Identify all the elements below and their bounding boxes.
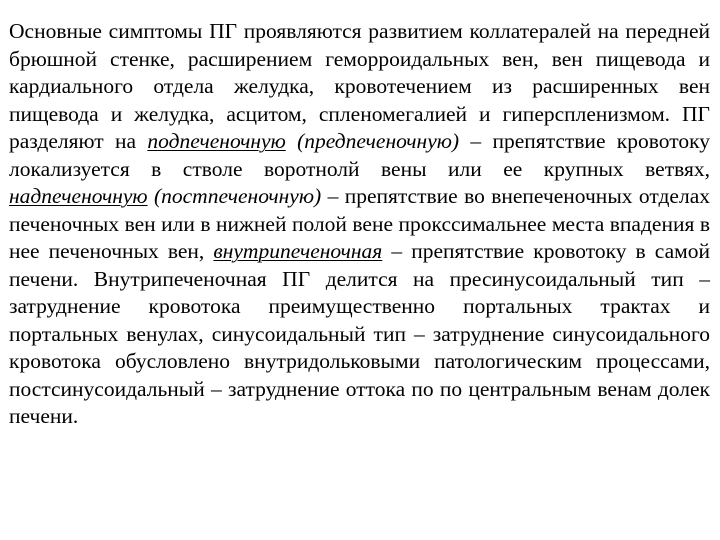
term-posthepatic: (постпеченочную) xyxy=(153,184,322,208)
text-run-1: Основные симптомы ПГ проявляются развитием коллатералей на передней брюшной стенке, расширением геморроидальных вен, вен пищевода и кардиального отдела желудка, кровотечением из расширенных вен пищевода и желудка, асцитом, спленомегалией и гиперспленизмом. ПГ разделяют на xyxy=(9,19,710,153)
text-run-6: – препятствие кровотоку в самой печени. Внутрипеченочная ПГ делится на пресинусоидальный тип – затруднение кровотока преимущественно портальных трактах и портальных венулах, синусоидальный тип – затруднение синусоидального кровотока обусловлено внутридольковыми патологическим процессами, постсинусоидальный – затруднение оттока по по центральным венам долек печени. xyxy=(9,239,710,428)
term-suprahepatic: надпеченочную xyxy=(9,184,148,208)
text-run-5: – препятствие во внепеченочных отделах печеночных вен или в нижней полой вене прокссимальнее места впадения в нее печеночных вен, xyxy=(9,184,710,263)
term-intrahepatic: внутрипеченочная xyxy=(213,239,383,263)
term-subhepatic: подпеченочную xyxy=(147,129,286,153)
body-paragraph xyxy=(9,18,710,431)
term-prehepatic: (предпеченочную) xyxy=(297,129,460,153)
text-run-2 xyxy=(286,129,297,153)
text-run-3: – препятствие кровотоку локализуется в стволе воротнолй вены или ее крупных ветвях, xyxy=(9,129,710,181)
